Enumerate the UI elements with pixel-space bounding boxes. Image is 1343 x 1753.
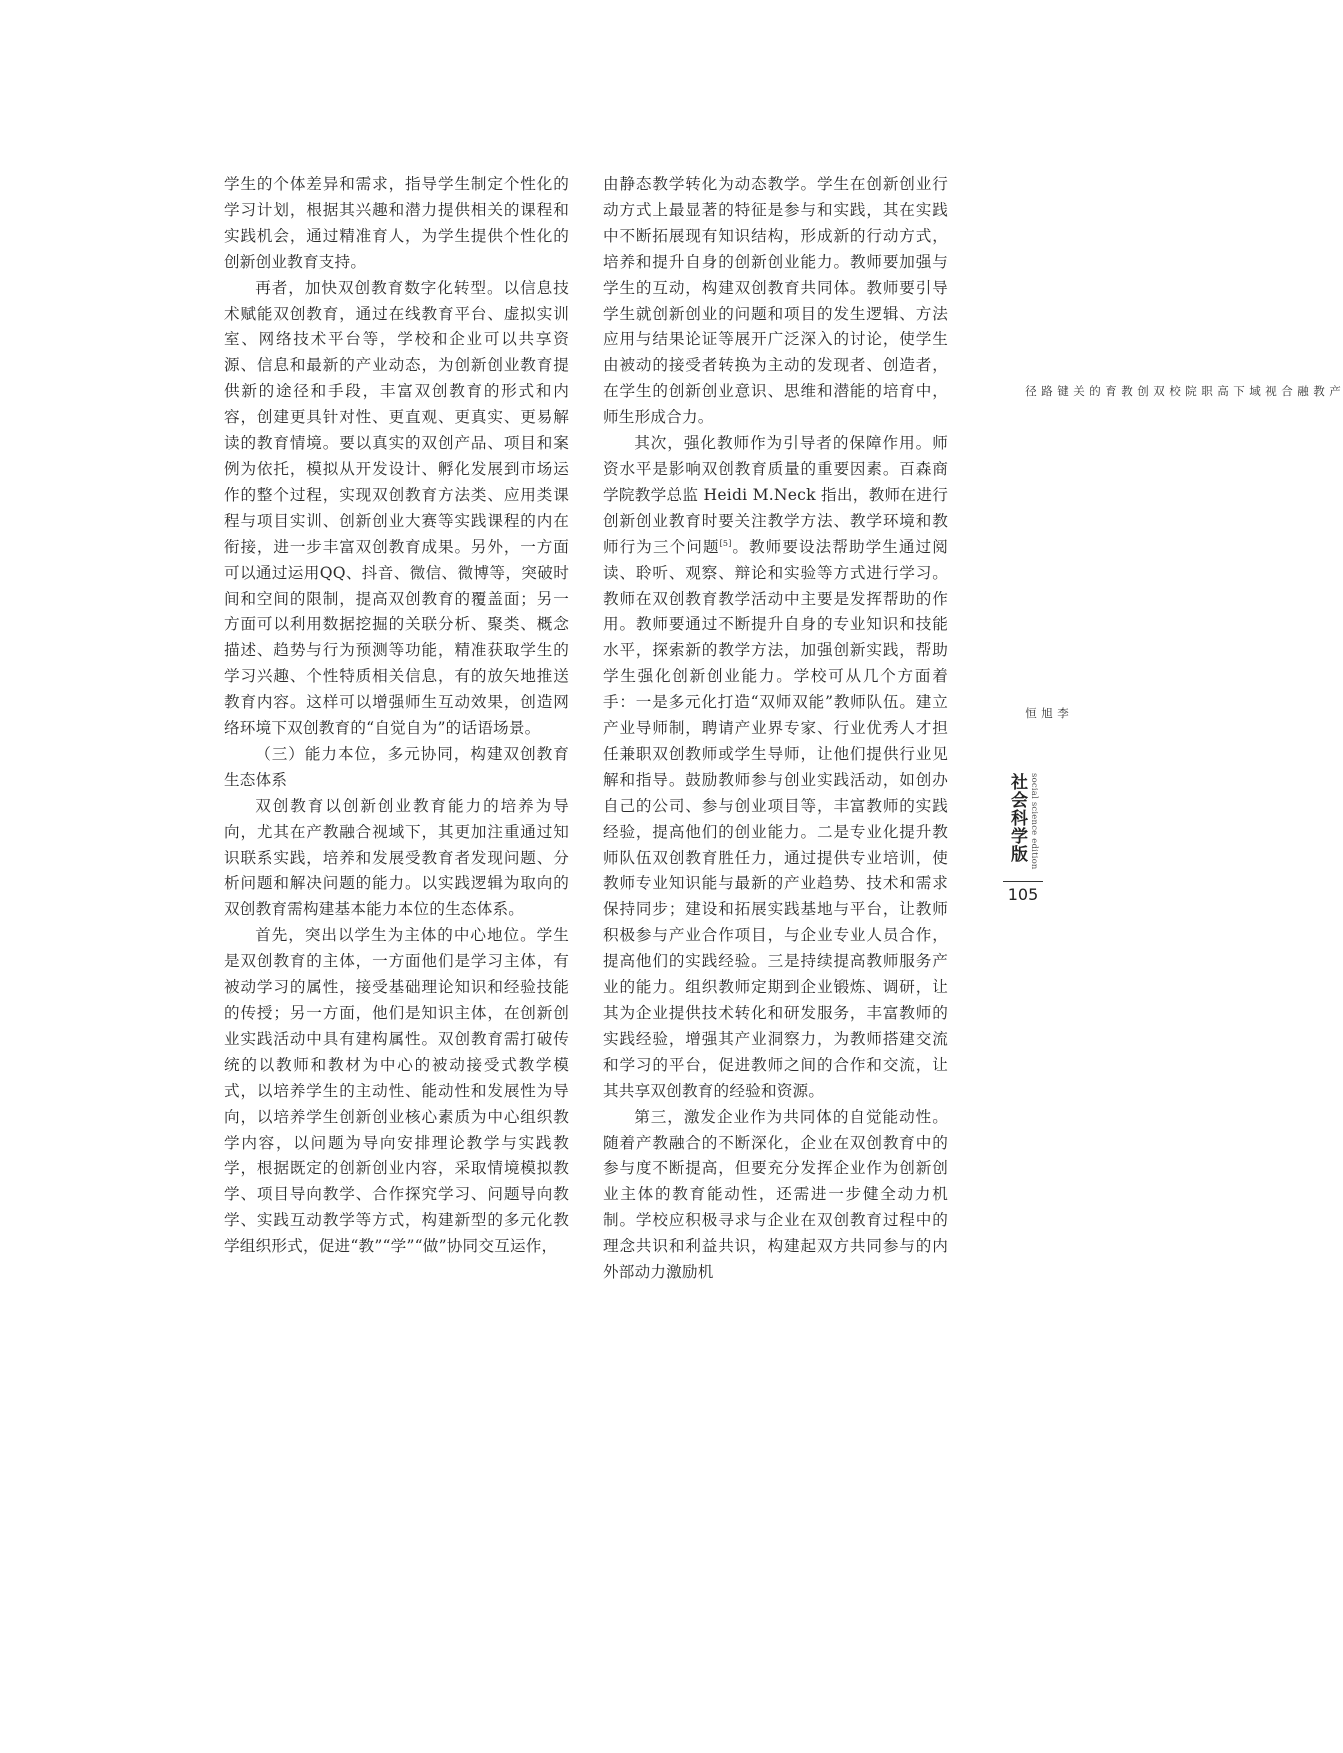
paragraph (603, 431, 948, 1105)
paragraph: 首先，突出以学生为主体的中心地位。学生是双创教育的主体，一方面他们是学习主体，有被动学习的属性，接受基础理论知识和经验技能的传授；另一方面，他们是知识主体，在创新创业实践活动中具有建构属性。双创教育需打破传统的以教师和教材为中心的被动接受式教学模式，以培养学生的主动性、能动性和发展性为导向，以培养学生创新创业核心素质为中心组织教学内容，以问题为导向安排理论教学与实践教学，根据既定的创新创业内容，采取情境模拟教学、项目导向教学、合作探究学习、问题导向教学、实践互动教学等方式，构建新型的多元化教学组织形式，促进“教”“学”“做”协同交互运作， (224, 926, 569, 1256)
right-column (603, 172, 948, 1286)
divider (1003, 881, 1043, 882)
paragraph: 由静态教学转化为动态教学。学生在创新创业行动方式上最显著的特征是参与和实践，其在实践中不断拓展现有知识结构，形成新的行动方式，培养和提升自身的创新创业能力。教师要加强与学生的互动，构建双创教育共同体。教师要引导学生就创新创业的问题和项目的发生逻辑、方法应用与结果论证等展开广泛深入的讨论，使学生由被动的接受者转换为主动的发现者、创造者，在学生的创新创业意识、思维和潜能的培育中，师生形成合力。 (603, 175, 948, 427)
paragraph-text: 其次，强化教师作为引导者的保障作用。师资水平是影响双创教育质量的重要因素。百森商学院教学总监 Heidi M.Neck 指出，教师在进行创新创业教育时要关注教学方法、教学环境和教师行为三个问题 (603, 434, 948, 556)
section-name: 社会科学版 (1007, 773, 1027, 863)
section-heading: （三）能力本位，多元协同，构建双创教育生态体系 (224, 744, 569, 789)
running-author: 李旭恒 (1024, 707, 1070, 723)
left-column (224, 172, 569, 1260)
paragraph: 学生的个体差异和需求，指导学生制定个性化的学习计划，根据其兴趣和潜力提供相关的课程和实践机会，通过精准育人，为学生提供个性化的创新创业教育支持。 (224, 175, 569, 271)
page-number: 105 (1007, 885, 1039, 904)
running-title: 产教融合视域下高职院校双创教育的关键路径 (1024, 385, 1342, 399)
paragraph: 双创教育以创新创业教育能力的培养为导向，尤其在产教融合视域下，其更加注重通过知识联系实践，培养和发展受教育者发现问题、分析问题和解决问题的能力。以实践逻辑为取向的双创教育需构建基本能力本位的生态体系。 (224, 796, 569, 919)
citation-marker: [5] (719, 538, 732, 548)
paragraph: 第三，激发企业作为共同体的自觉能动性。随着产教融合的不断深化，企业在双创教育中的参与度不断提高，但要充分发挥企业作为创新创业主体的教育能动性，还需进一步健全动力机制。学校应积极寻求与企业在双创教育过程中的理念共识和利益共识，构建起双方共同参与的内外部动力激励机 (603, 1107, 948, 1282)
paragraph: 再者，加快双创教育数字化转型。以信息技术赋能双创教育，通过在线教育平台、虚拟实训室、网络技术平台等，学校和企业可以共享资源、信息和最新的产业动态，为创新创业教育提供新的途径和手段，丰富双创教育的形式和内容，创建更具针对性、更直观、更真实、更易解读的教育情境。要以真实的双创产品、项目和案例为依托，模拟从开发设计、孵化发展到市场运作的整个过程，实现双创教育方法类、应用类课程与项目实训、创新创业大赛等实践课程的内在衔接，进一步丰富双创教育成果。另外，一方面可以通过运用QQ、抖音、微信、微博等，突破时间和空间的限制，提高双创教育的覆盖面；另一方面可以利用数据挖掘的关联分析、聚类、概念描述、趋势与行为预测等功能，精准获取学生的学习兴趣、个性特质相关信息，有的放矢地推送教育内容。这样可以增强师生互动效果，创造网络环境下双创教育的“自觉自为”的话语场景。 (224, 278, 569, 738)
paragraph-text: 。教师要设法帮助学生通过阅读、聆听、观察、辩论和实验等方式进行学习。教师在双创教育教学活动中主要是发挥帮助的作用。教师要通过不断提升自身的专业知识和技能水平，探索新的教学方法，加强创新实践，帮助学生强化创新创业能力。学校可从几个方面着手：一是多元化打造“双师双能”教师队伍。建立产业导师制，聘请产业界专家、行业优秀人才担任兼职双创教师或学生导师，让他们提供行业见解和指导。鼓励教师参与创业实践活动，如创办自己的公司、参与创业项目等，丰富教师的实践经验，提高他们的创业能力。二是专业化提升教师队伍双创教育胜任力，通过提供专业培训，使教师专业知识能与最新的产业趋势、技术和需求保持同步；建设和拓展实践基地与平台，让教师积极参与产业合作项目，与企业专业人员合作，提高他们的实践经验。三是持续提高教师服务产业的能力。组织教师定期到企业锻炼、调研，让其为企业提供技术转化和研发服务，丰富教师的实践经验，增强其产业洞察力，为教师搭建交流和学习的平台，促进教师之间的合作和交流，让其共享双创教育的经验和资源。 (603, 537, 948, 1100)
section-label (1005, 773, 1065, 904)
section-english: social science edition (1029, 773, 1039, 870)
